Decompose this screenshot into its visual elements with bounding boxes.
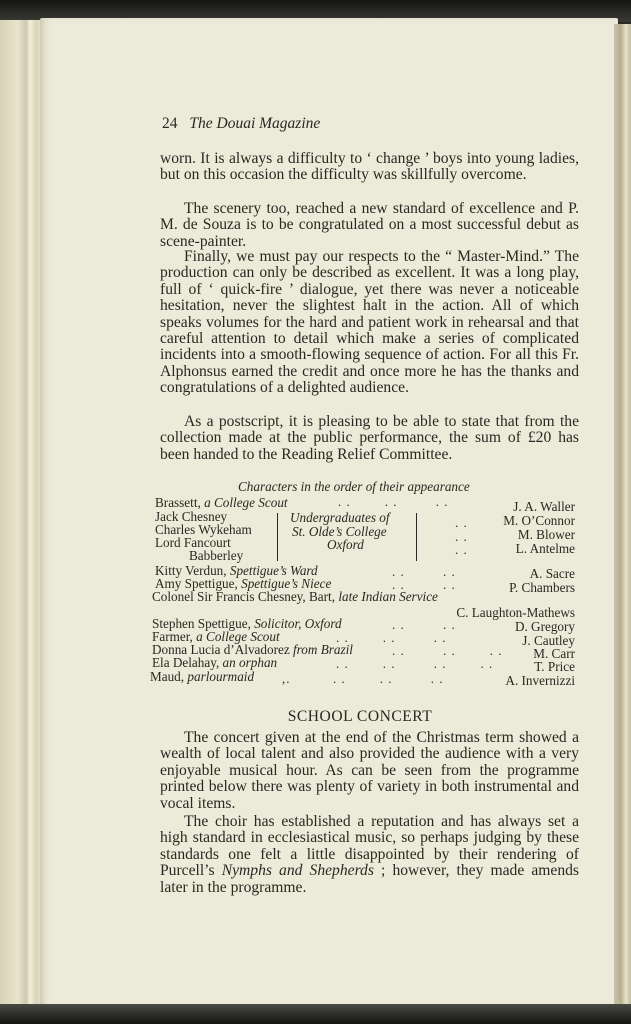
character-role: a College Scout <box>204 495 288 510</box>
character-role: a College Scout <box>196 629 280 644</box>
leader-dots: . . . . . . . . <box>336 656 494 671</box>
paragraph: The scenery too, reached a new standard of excellence and P. M. de Souza is to be congratulated on a most successful debut as scene-painter. <box>160 200 579 250</box>
actor-name: M. Blower <box>517 527 575 542</box>
page-number: 24 <box>162 115 178 132</box>
character-role: Spettigue’s Ward <box>229 563 318 578</box>
actor-name: L. Antelme <box>515 541 575 556</box>
paragraph: Finally, we must pay our respects to the “ Master-Mind.” The production can only be described as excellent. It was a long play, full of ‘ quick-fire ’ dialogue, yet there was never a noticeable hesitation, never the slightest halt in the action. All of which speaks volumes for the hard and patient work in rehearsal and that careful attention to detail which make a series of complicated incidents into a smooth-flowing sequence of action. For all this Fr. Alphonsus earned the credit and once more he has the thanks and congratulations of a delighted audience. <box>160 248 579 397</box>
actor-name: M. O’Connor <box>503 513 575 528</box>
magazine-title: The Douai Magazine <box>189 115 321 132</box>
character-name: Jack Chesney <box>155 509 228 524</box>
actor-name: J. Cautley <box>522 633 575 648</box>
cast-entry <box>152 656 277 669</box>
character-name: Amy Spettigue, <box>155 576 238 591</box>
paragraph-text: The choir has established a reputation and has always set a high standard in ecclesiastical music, so perhaps judging by these standards one felt a little disappointed by their rendering of Purcell’s <box>160 813 579 880</box>
character-name: Donna Lucia d’Alvadorez <box>152 642 290 657</box>
leader-dots: . . <box>455 515 468 530</box>
cast-entry <box>152 590 438 603</box>
actor-name: T. Price <box>534 659 575 674</box>
leader-dots: . . . . <box>392 577 456 592</box>
character-role: Spettigue’s Niece <box>241 576 332 591</box>
character-name: Stephen Spettigue, <box>152 616 251 631</box>
character-name: Maud, <box>150 669 185 684</box>
character-name: Lord Fancourt <box>155 535 231 550</box>
actor-name: J. A. Waller <box>513 499 575 514</box>
leader-dots: . . . . . . <box>392 643 503 658</box>
actor-name: M. Carr <box>533 646 575 661</box>
left-brace <box>273 513 278 561</box>
character-name: Kitty Verdun, <box>155 563 227 578</box>
leader-dots: ,. . . . . . . <box>282 671 444 686</box>
group-description: Undergraduates of <box>290 510 390 525</box>
section-heading: SCHOOL CONCERT <box>287 708 433 725</box>
character-name: Colonel Sir Francis Chesney, Bart, <box>152 589 336 604</box>
scan-bottom-border <box>0 1004 631 1024</box>
cast-caption: Characters in the order of their appearance <box>238 479 470 494</box>
character-role: an orphan <box>222 655 278 670</box>
running-head <box>162 116 320 133</box>
cast-entry <box>155 496 288 509</box>
leader-dots: . . . . <box>392 564 456 579</box>
cast-entry <box>150 670 254 683</box>
book-gutter <box>0 20 44 1010</box>
group-description: St. Olde’s College <box>292 524 387 539</box>
actor-name: A. Sacre <box>529 566 575 581</box>
paragraph: As a postscript, it is pleasing to be able to state that from the collection made at the public performance, the sum of £20 has been handed to the Reading Relief Committee. <box>160 413 579 463</box>
song-title: Nymphs and Shepherds <box>221 862 374 880</box>
character-name: Charles Wykeham <box>155 522 252 537</box>
actor-name: P. Chambers <box>509 580 575 595</box>
group-description: Oxford <box>327 537 364 552</box>
leader-dots: . . . . <box>392 617 456 632</box>
character-name: Farmer, <box>152 629 193 644</box>
actor-name: D. Gregory <box>514 619 575 634</box>
character-role: Solicitor, Oxford <box>254 616 342 631</box>
character-name: Babberley <box>189 548 244 563</box>
right-brace <box>416 513 421 561</box>
character-name: Ela Delahay, <box>152 655 220 670</box>
page-fore-edge <box>614 24 631 1004</box>
actor-name: A. Invernizzi <box>505 673 575 688</box>
paragraph: worn. It is always a difficulty to ‘ change ’ boys into young ladies, but on this occasion the difficulty was skillfully overcome. <box>160 150 579 184</box>
actor-name: C. Laughton-Mathews <box>456 605 575 620</box>
paragraph: The concert given at the end of the Christmas term showed a wealth of local talent and also provided the audience with a very enjoyable musical hour. As can be seen from the programme printed below there was plenty of variety in both instrumental and vocal items. <box>160 729 579 812</box>
leader-dots: . . . . . . <box>336 630 447 645</box>
character-role: from Brazil <box>292 642 353 657</box>
leader-dots: . . . . . . <box>338 494 449 509</box>
paragraph-text: ; however, they made amends later in the programme. <box>160 862 579 896</box>
character-role: late Indian Service <box>338 589 438 604</box>
leader-dots: . . <box>455 542 468 557</box>
leader-dots: . . <box>455 529 468 544</box>
paragraph <box>160 814 579 896</box>
character-role: parlourmaid <box>187 669 255 684</box>
character-name: Brassett, <box>155 495 201 510</box>
